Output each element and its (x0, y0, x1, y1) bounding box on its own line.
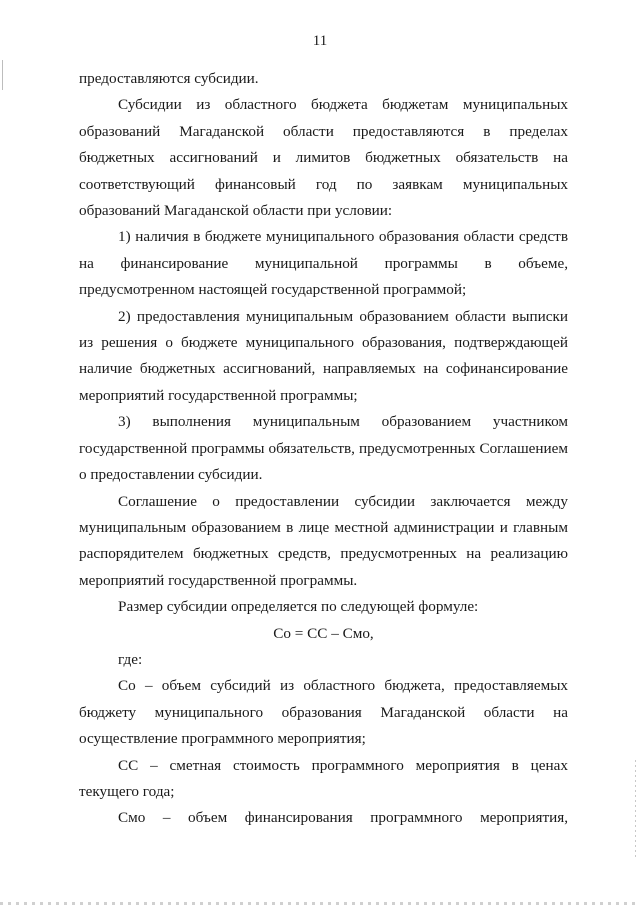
subsidy-formula: Со = СС – Смо, (273, 624, 374, 642)
document-body (79, 66, 568, 832)
scan-artifact-left (2, 60, 3, 90)
formula-where: где: (118, 650, 143, 668)
definition-cmo: Смо – объем финансирования программного мероприятия, (118, 809, 568, 827)
paragraph-subsidy-conditions: Субсидии из областного бюджета бюджетам муниципальных образований Магаданской области предоставляются в пределах бюджетных ассигнований и лимитов бюджетных обязательств на соответствующий финансовый год по заявкам муниципальных образований Магаданской области при условии: (79, 96, 568, 220)
paragraph-continuation: предоставляются субсидии. (79, 70, 259, 87)
scan-artifact-right (635, 760, 636, 860)
paragraph-formula-intro: Размер субсидии определяется по следующей формуле: (118, 598, 479, 616)
definition-co: Со – объем субсидий из областного бюджета, предоставляемых бюджету муниципального образования Магаданской области на осуществление программного мероприятия; (79, 677, 568, 748)
condition-item-1: 1) наличия в бюджете муниципального образования области средств на финансирование муниципальной программы в объеме, предусмотренном настоящей государственной программой; (79, 228, 568, 299)
condition-item-3: 3) выполнения муниципальным образованием участником государственной программы обязательств, предусмотренных Соглашением о предоставлении субсидии. (79, 413, 568, 484)
page-number: 11 (312, 33, 328, 49)
condition-item-2: 2) предоставления муниципальным образованием области выписки из решения о бюджете муниципального образования, подтверждающей наличие бюджетных ассигнований, направляемых на софинансирование мероприятий государственной программы; (79, 307, 568, 404)
paragraph-agreement: Соглашение о предоставлении субсидии заключается между муниципальным образованием в лице местной администрации и главным распорядителем бюджетных средств, предусмотренных на реализацию мероприятий государственной программы. (79, 492, 568, 589)
definition-cc: СС – сметная стоимость программного мероприятия в ценах текущего года; (79, 756, 568, 800)
